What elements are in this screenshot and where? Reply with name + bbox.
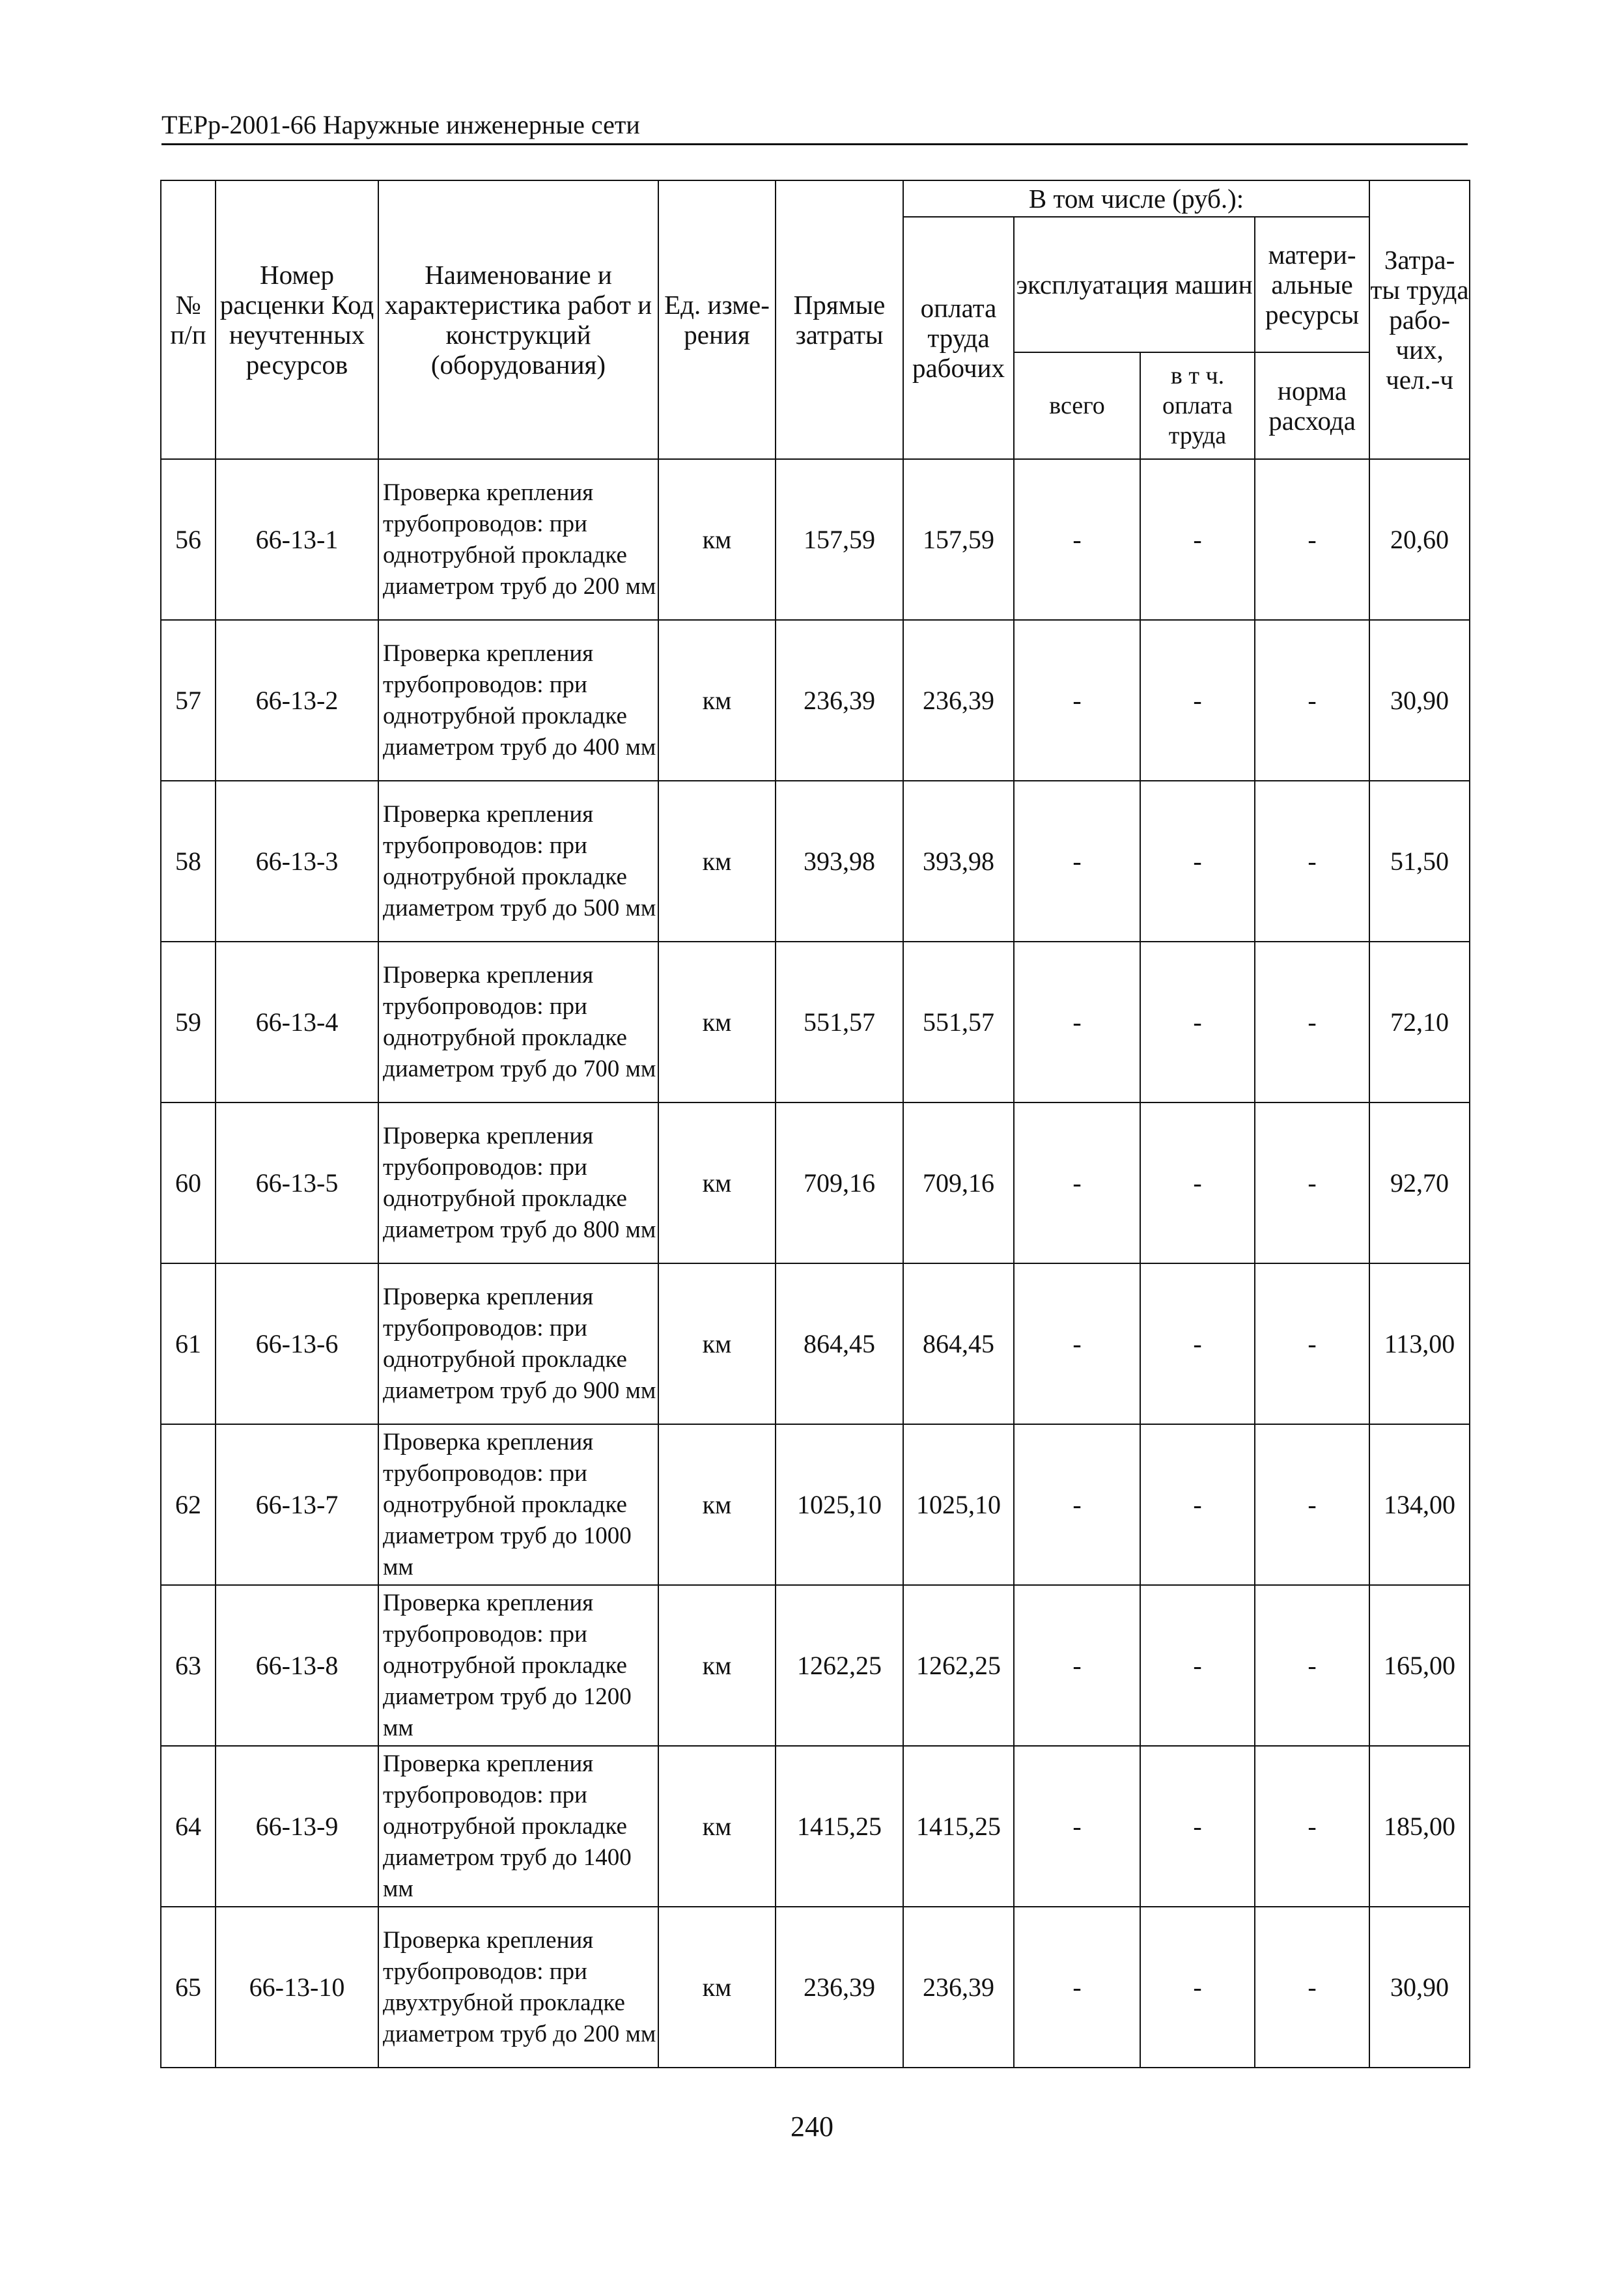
machines-total: -	[1014, 459, 1140, 620]
labor-hours: 92,70	[1369, 1102, 1470, 1263]
machines-total: -	[1014, 1907, 1140, 2068]
work-description: Проверка крепления трубопроводов: при однотрубной прокладке диаметром труб до 800 мм	[378, 1102, 658, 1263]
header-materials: матери-альные ресурсы	[1255, 217, 1369, 352]
direct-costs: 864,45	[776, 1263, 903, 1424]
labor-pay: 157,59	[903, 459, 1014, 620]
labor-hours: 185,00	[1369, 1746, 1470, 1907]
machines-total: -	[1014, 781, 1140, 942]
labor-pay: 236,39	[903, 620, 1014, 781]
row-num: 58	[161, 781, 216, 942]
rate-code: 66-13-4	[216, 942, 378, 1102]
table-row	[161, 1585, 1470, 1746]
machines-pay: -	[1140, 1263, 1255, 1424]
direct-costs: 709,16	[776, 1102, 903, 1263]
labor-pay: 709,16	[903, 1102, 1014, 1263]
header-num: № п/п	[161, 180, 216, 459]
labor-pay: 393,98	[903, 781, 1014, 942]
row-num: 63	[161, 1585, 216, 1746]
running-title: ТЕРр-2001-66 Наружные инженерные сети	[161, 109, 1468, 145]
labor-pay: 551,57	[903, 942, 1014, 1102]
row-num: 57	[161, 620, 216, 781]
materials: -	[1255, 620, 1369, 781]
materials: -	[1255, 1585, 1369, 1746]
table-row	[161, 942, 1470, 1102]
table-row	[161, 1102, 1470, 1263]
header-direct-costs: Прямые затраты	[776, 180, 903, 459]
machines-pay: -	[1140, 781, 1255, 942]
labor-hours: 165,00	[1369, 1585, 1470, 1746]
header-machines-total: всего	[1014, 352, 1140, 459]
machines-pay: -	[1140, 1424, 1255, 1585]
rate-code: 66-13-10	[216, 1907, 378, 2068]
rate-code: 66-13-7	[216, 1424, 378, 1585]
unit: км	[658, 1585, 776, 1746]
unit: км	[658, 1102, 776, 1263]
work-description: Проверка крепления трубопроводов: при однотрубной прокладке диаметром труб до 400 мм	[378, 620, 658, 781]
machines-pay: -	[1140, 1907, 1255, 2068]
page-number: 240	[791, 2111, 833, 2142]
materials: -	[1255, 459, 1369, 620]
machines-total: -	[1014, 942, 1140, 1102]
work-description: Проверка крепления трубопроводов: при однотрубной прокладке диаметром труб до 500 мм	[378, 781, 658, 942]
header-norm: норма расхода	[1255, 352, 1369, 459]
materials: -	[1255, 1263, 1369, 1424]
labor-hours: 30,90	[1369, 1907, 1470, 2068]
rate-code: 66-13-8	[216, 1585, 378, 1746]
machines-total: -	[1014, 1746, 1140, 1907]
unit: км	[658, 1907, 776, 2068]
labor-pay: 864,45	[903, 1263, 1014, 1424]
rate-code: 66-13-1	[216, 459, 378, 620]
unit: км	[658, 459, 776, 620]
table-body	[161, 459, 1470, 2068]
labor-pay: 1262,25	[903, 1585, 1014, 1746]
row-num: 59	[161, 942, 216, 1102]
rate-code: 66-13-2	[216, 620, 378, 781]
direct-costs: 1262,25	[776, 1585, 903, 1746]
labor-hours: 20,60	[1369, 459, 1470, 620]
header-machines-pay: в т ч. оплата труда	[1140, 352, 1255, 459]
header-code: Номер расценки Код неучтенных ресурсов	[216, 180, 378, 459]
labor-hours: 51,50	[1369, 781, 1470, 942]
work-description: Проверка крепления трубопроводов: при двухтрубной прокладке диаметром труб до 200 мм	[378, 1907, 658, 2068]
machines-pay: -	[1140, 1102, 1255, 1263]
work-description: Проверка крепления трубопроводов: при однотрубной прокладке диаметром труб до 1000 мм	[378, 1424, 658, 1585]
header-unit: Ед. изме-рения	[658, 180, 776, 459]
labor-hours: 30,90	[1369, 620, 1470, 781]
rate-code: 66-13-3	[216, 781, 378, 942]
row-num: 56	[161, 459, 216, 620]
unit: км	[658, 942, 776, 1102]
machines-pay: -	[1140, 620, 1255, 781]
machines-total: -	[1014, 620, 1140, 781]
table-row	[161, 459, 1470, 620]
materials: -	[1255, 942, 1369, 1102]
direct-costs: 551,57	[776, 942, 903, 1102]
rate-code: 66-13-6	[216, 1263, 378, 1424]
machines-total: -	[1014, 1585, 1140, 1746]
labor-hours: 134,00	[1369, 1424, 1470, 1585]
labor-pay: 236,39	[903, 1907, 1014, 2068]
unit: км	[658, 1746, 776, 1907]
materials: -	[1255, 1102, 1369, 1263]
row-num: 64	[161, 1746, 216, 1907]
table-row	[161, 1424, 1470, 1585]
materials: -	[1255, 1907, 1369, 2068]
unit: км	[658, 1263, 776, 1424]
header-labor-pay: оплата труда рабочих	[903, 217, 1014, 459]
machines-pay: -	[1140, 1585, 1255, 1746]
header-including: В том числе (руб.):	[903, 180, 1369, 217]
direct-costs: 1025,10	[776, 1424, 903, 1585]
work-description: Проверка крепления трубопроводов: при однотрубной прокладке диаметром труб до 200 мм	[378, 459, 658, 620]
machines-pay: -	[1140, 1746, 1255, 1907]
unit: км	[658, 781, 776, 942]
row-num: 62	[161, 1424, 216, 1585]
unit: км	[658, 1424, 776, 1585]
machines-total: -	[1014, 1424, 1140, 1585]
machines-total: -	[1014, 1263, 1140, 1424]
rate-code: 66-13-5	[216, 1102, 378, 1263]
labor-hours: 72,10	[1369, 942, 1470, 1102]
work-description: Проверка крепления трубопроводов: при однотрубной прокладке диаметром труб до 1200 мм	[378, 1585, 658, 1746]
direct-costs: 1415,25	[776, 1746, 903, 1907]
materials: -	[1255, 1746, 1369, 1907]
row-num: 61	[161, 1263, 216, 1424]
direct-costs: 236,39	[776, 620, 903, 781]
direct-costs: 157,59	[776, 459, 903, 620]
materials: -	[1255, 1424, 1369, 1585]
work-description: Проверка крепления трубопроводов: при однотрубной прокладке диаметром труб до 1400 мм	[378, 1746, 658, 1907]
table-row	[161, 1746, 1470, 1907]
table-row	[161, 1907, 1470, 2068]
machines-pay: -	[1140, 942, 1255, 1102]
machines-total: -	[1014, 1102, 1140, 1263]
row-num: 65	[161, 1907, 216, 2068]
rate-code: 66-13-9	[216, 1746, 378, 1907]
machines-pay: -	[1140, 459, 1255, 620]
table-row	[161, 781, 1470, 942]
rates-table	[160, 180, 1470, 2068]
table-header	[161, 180, 1470, 459]
table-row	[161, 620, 1470, 781]
direct-costs: 236,39	[776, 1907, 903, 2068]
header-labor-hours: Затра-ты труда рабо-чих, чел.-ч	[1369, 180, 1470, 459]
materials: -	[1255, 781, 1369, 942]
work-description: Проверка крепления трубопроводов: при однотрубной прокладке диаметром труб до 700 мм	[378, 942, 658, 1102]
labor-hours: 113,00	[1369, 1263, 1470, 1424]
header-machines: эксплуатация машин	[1014, 217, 1255, 352]
work-description: Проверка крепления трубопроводов: при однотрубной прокладке диаметром труб до 900 мм	[378, 1263, 658, 1424]
direct-costs: 393,98	[776, 781, 903, 942]
header-name: Наименование и характеристика работ и конструкций (оборудования)	[378, 180, 658, 459]
unit: км	[658, 620, 776, 781]
labor-pay: 1415,25	[903, 1746, 1014, 1907]
labor-pay: 1025,10	[903, 1424, 1014, 1585]
table-row	[161, 1263, 1470, 1424]
row-num: 60	[161, 1102, 216, 1263]
